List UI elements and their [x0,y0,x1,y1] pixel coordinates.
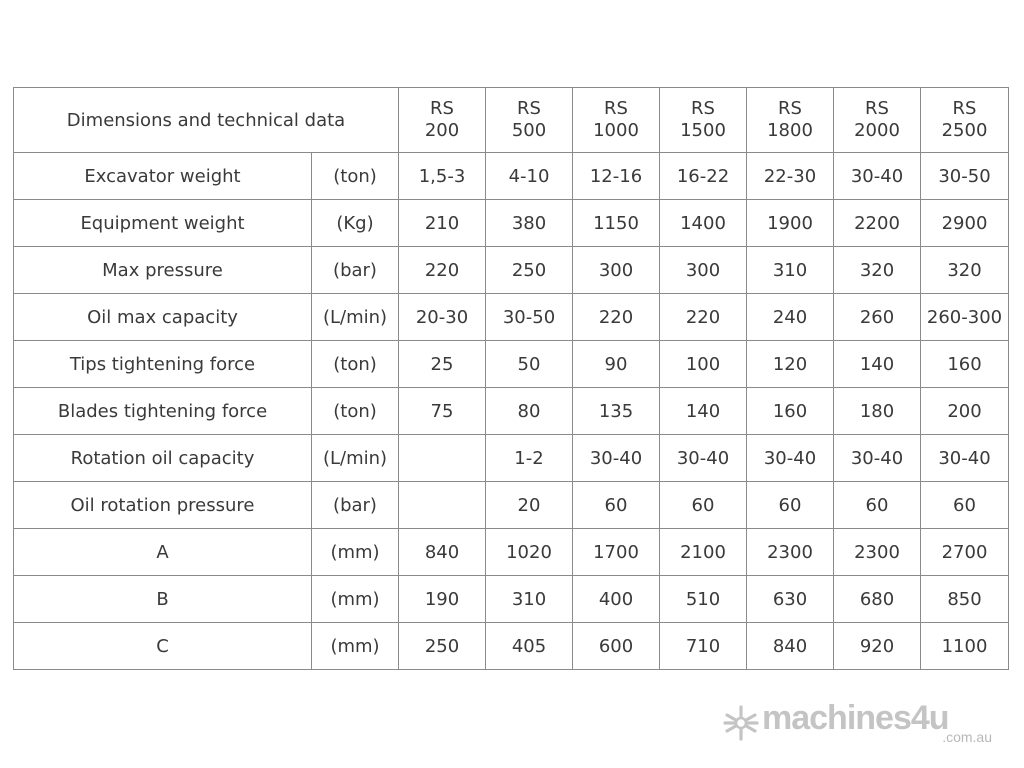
value-cell: 840 [399,529,486,576]
value-cell: 630 [747,576,834,623]
value-cell: 20 [486,482,573,529]
value-cell: 320 [834,247,921,294]
value-cell: 1-2 [486,435,573,482]
value-cell: 2700 [921,529,1009,576]
row-unit: (L/min) [312,294,399,341]
row-label: Oil rotation pressure [14,482,312,529]
value-cell: 220 [399,247,486,294]
value-cell: 1020 [486,529,573,576]
table-row [14,153,1009,200]
value-cell: 850 [921,576,1009,623]
row-unit: (mm) [312,529,399,576]
row-unit: (bar) [312,482,399,529]
value-cell: 380 [486,200,573,247]
row-label: B [14,576,312,623]
value-cell: 250 [486,247,573,294]
row-unit: (mm) [312,576,399,623]
model-header: RS 1000 [573,88,660,153]
value-cell: 710 [660,623,747,670]
model-header: RS 1800 [747,88,834,153]
row-label: Excavator weight [14,153,312,200]
value-cell: 1700 [573,529,660,576]
value-cell [399,435,486,482]
table-row [14,341,1009,388]
row-unit: (ton) [312,388,399,435]
row-unit: (mm) [312,623,399,670]
row-label: A [14,529,312,576]
value-cell: 80 [486,388,573,435]
value-cell: 50 [486,341,573,388]
value-cell: 2100 [660,529,747,576]
value-cell: 300 [573,247,660,294]
model-header: RS 200 [399,88,486,153]
table-row [14,200,1009,247]
value-cell: 30-40 [834,435,921,482]
technical-data-table [13,87,1009,670]
value-cell: 75 [399,388,486,435]
value-cell: 1150 [573,200,660,247]
table-row [14,388,1009,435]
value-cell: 16-22 [660,153,747,200]
value-cell: 30-40 [747,435,834,482]
value-cell: 30-50 [486,294,573,341]
brand-name: machines4u [762,699,949,737]
value-cell: 260-300 [921,294,1009,341]
value-cell: 405 [486,623,573,670]
table-row [14,576,1009,623]
value-cell: 30-40 [573,435,660,482]
value-cell: 190 [399,576,486,623]
value-cell: 220 [660,294,747,341]
row-label: Equipment weight [14,200,312,247]
value-cell: 2200 [834,200,921,247]
table-row [14,529,1009,576]
row-label: Blades tightening force [14,388,312,435]
value-cell: 210 [399,200,486,247]
table-row [14,623,1009,670]
value-cell: 120 [747,341,834,388]
value-cell: 140 [834,341,921,388]
value-cell: 310 [747,247,834,294]
machines4u-watermark [722,700,992,744]
row-label: Tips tightening force [14,341,312,388]
value-cell: 60 [921,482,1009,529]
value-cell: 30-50 [921,153,1009,200]
value-cell: 260 [834,294,921,341]
table-row [14,247,1009,294]
value-cell: 310 [486,576,573,623]
value-cell: 840 [747,623,834,670]
model-header: RS 2000 [834,88,921,153]
row-unit: (ton) [312,153,399,200]
header-row [14,88,1009,153]
model-header: RS 500 [486,88,573,153]
value-cell: 160 [921,341,1009,388]
value-cell: 600 [573,623,660,670]
value-cell: 12-16 [573,153,660,200]
value-cell: 22-30 [747,153,834,200]
value-cell: 25 [399,341,486,388]
snowflake-gear-icon [722,704,760,742]
value-cell: 1400 [660,200,747,247]
table-row [14,482,1009,529]
value-cell: 30-40 [660,435,747,482]
value-cell: 300 [660,247,747,294]
row-label: C [14,623,312,670]
value-cell: 510 [660,576,747,623]
value-cell: 140 [660,388,747,435]
value-cell: 20-30 [399,294,486,341]
table-row [14,294,1009,341]
model-header: RS 2500 [921,88,1009,153]
value-cell: 400 [573,576,660,623]
value-cell: 240 [747,294,834,341]
value-cell: 680 [834,576,921,623]
value-cell: 90 [573,341,660,388]
value-cell: 60 [660,482,747,529]
value-cell: 60 [834,482,921,529]
table-row [14,435,1009,482]
row-unit: (bar) [312,247,399,294]
row-label: Max pressure [14,247,312,294]
row-label: Oil max capacity [14,294,312,341]
value-cell [399,482,486,529]
value-cell: 250 [399,623,486,670]
value-cell: 4-10 [486,153,573,200]
value-cell: 160 [747,388,834,435]
value-cell: 320 [921,247,1009,294]
value-cell: 30-40 [921,435,1009,482]
value-cell: 1900 [747,200,834,247]
value-cell: 60 [747,482,834,529]
table-body [14,153,1009,670]
value-cell: 220 [573,294,660,341]
value-cell: 920 [834,623,921,670]
value-cell: 30-40 [834,153,921,200]
model-header: RS 1500 [660,88,747,153]
value-cell: 60 [573,482,660,529]
value-cell: 1100 [921,623,1009,670]
value-cell: 180 [834,388,921,435]
row-unit: (L/min) [312,435,399,482]
row-unit: (Kg) [312,200,399,247]
value-cell: 2900 [921,200,1009,247]
value-cell: 2300 [747,529,834,576]
brand-domain: .com.au [942,729,992,745]
value-cell: 2300 [834,529,921,576]
row-label: Rotation oil capacity [14,435,312,482]
value-cell: 1,5-3 [399,153,486,200]
table-title: Dimensions and technical data [14,88,399,153]
value-cell: 100 [660,341,747,388]
value-cell: 135 [573,388,660,435]
row-unit: (ton) [312,341,399,388]
value-cell: 200 [921,388,1009,435]
